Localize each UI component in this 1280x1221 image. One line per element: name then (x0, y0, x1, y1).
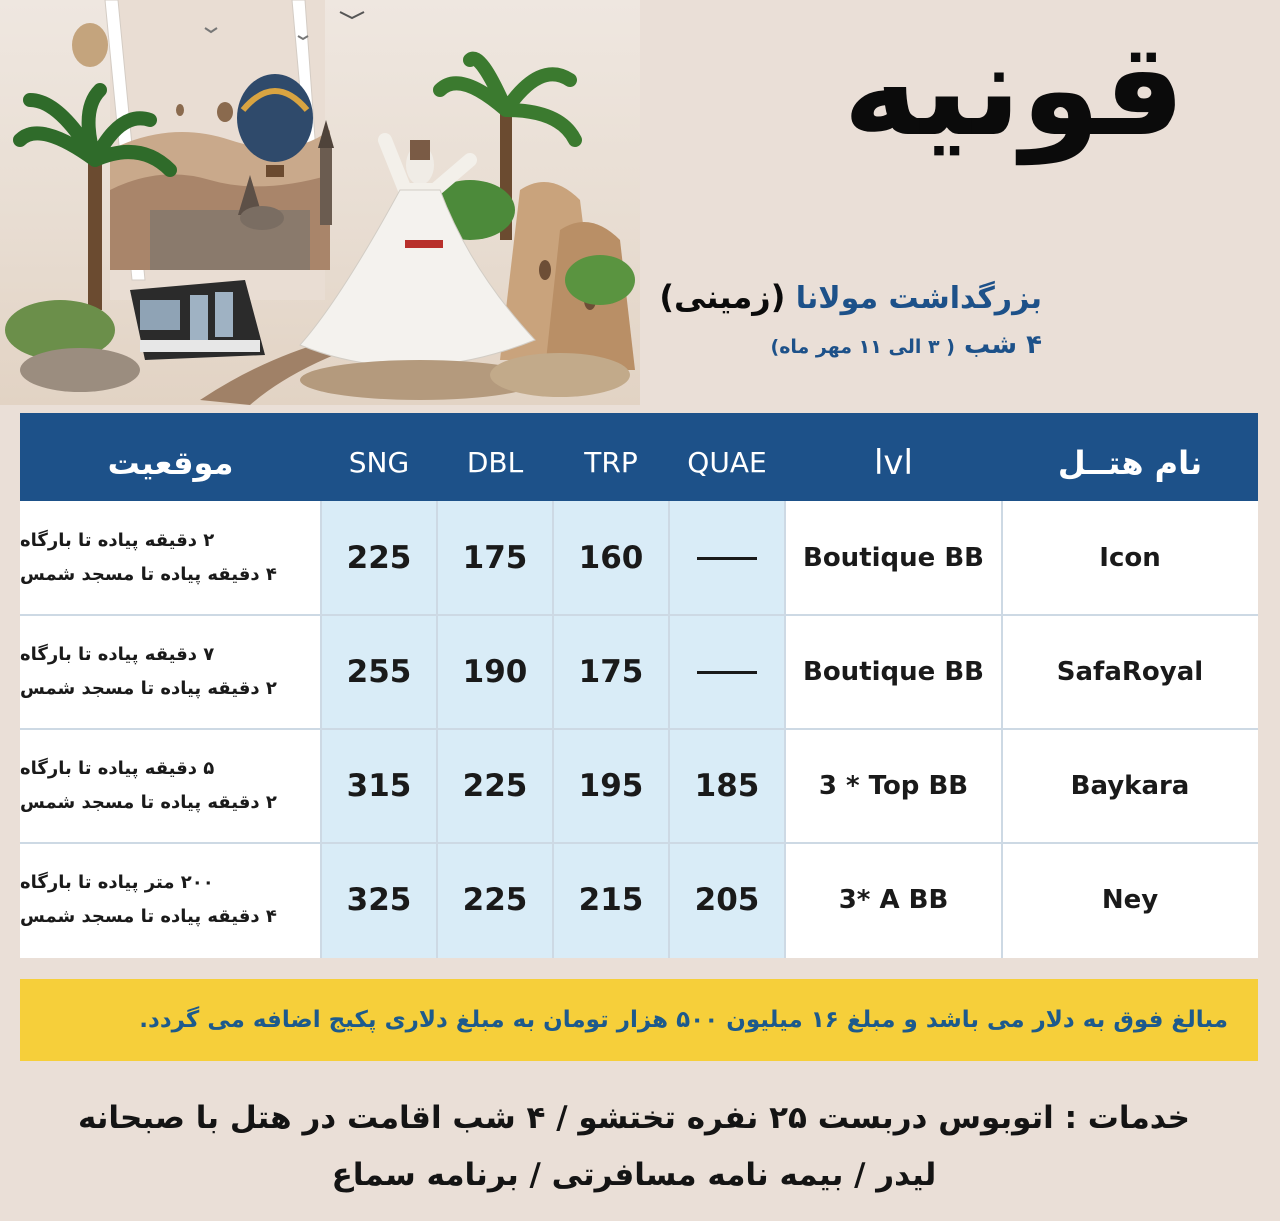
location-line-mosque: ۲ دقیقه پیاده تا مسجد شمس (20, 678, 277, 699)
hotel-level: 3 * Top BB (818, 771, 969, 801)
location-cell (20, 729, 321, 843)
hotel-level: Boutique BB (803, 543, 984, 573)
table-row (20, 729, 1258, 843)
konya-collage-image (0, 0, 640, 405)
price-dbl: 225 (462, 768, 528, 804)
price-sng: 315 (346, 768, 412, 804)
table-row (20, 501, 1258, 615)
location-line-mosque: ۲ دقیقه پیاده تا مسجد شمس (20, 792, 277, 813)
location-line-mosque: ۴ دقیقه پیاده تا مسجد شمس (20, 906, 277, 927)
tour-subtitle (659, 278, 1042, 316)
hotel-name: Baykara (1070, 771, 1190, 801)
column-header-quae: QUAE (687, 446, 767, 479)
row-divider (20, 614, 1258, 616)
table-row (20, 615, 1258, 729)
location-line-shrine: ۵ دقیقه پیاده تا بارگاه (20, 758, 215, 779)
table-body (20, 501, 1258, 958)
dash-icon (697, 557, 757, 560)
location-line-shrine: ۷ دقیقه پیاده تا بارگاه (20, 644, 215, 665)
price-trp: 215 (578, 882, 644, 918)
location-line-shrine: ۲۰۰ متر پیاده تا بارگاه (20, 872, 214, 893)
price-sng: 255 (346, 654, 412, 690)
hotel-name: SafaRoyal (1056, 657, 1204, 687)
subtitle-travel-mode: (زمینی) (659, 278, 786, 316)
location-line-mosque: ۴ دقیقه پیاده تا مسجد شمس (20, 564, 277, 585)
column-header-sng: SNG (348, 446, 410, 479)
page-title: قونیه (843, 16, 1185, 165)
services-section (44, 1090, 1224, 1204)
subtitle-text: بزرگداشت مولانا (795, 281, 1042, 316)
column-header-hotel: نام هتــل (1057, 444, 1203, 482)
row-divider (20, 842, 1258, 844)
table-row (20, 843, 1258, 957)
price-trp: 175 (578, 654, 644, 690)
hotel-name: Icon (1099, 543, 1161, 573)
price-table (20, 413, 1258, 958)
price-sng: 325 (346, 882, 412, 918)
hotel-level: 3* A BB (838, 885, 949, 915)
price-trp: 160 (578, 540, 644, 576)
price-dbl: 190 (462, 654, 528, 690)
price-quae: 205 (694, 882, 760, 918)
services-line-2: لیدر / بیمه نامه مسافرتی / برنامه سماع (331, 1157, 937, 1193)
hotel-name: Ney (1101, 885, 1159, 915)
price-quae: 185 (694, 768, 760, 804)
services-line-1: خدمات : اتوبوس دربست ۲۵ نفره تختشو / ۴ شب اقامت در هتل با صبحانه (77, 1100, 1191, 1136)
price-sng: 225 (346, 540, 412, 576)
column-header-level: lvl (873, 443, 913, 483)
nights-count: ۴ شب (963, 330, 1042, 360)
tour-dates: ( ۳ الی ۱۱ مهر ماه) (770, 336, 955, 358)
location-cell (20, 615, 321, 729)
column-header-location: موقعیت (107, 444, 234, 482)
dash-icon (697, 671, 757, 674)
price-dbl: 225 (462, 882, 528, 918)
tour-duration (771, 330, 1042, 360)
price-dbl: 175 (462, 540, 528, 576)
column-header-dbl: DBL (466, 446, 524, 479)
price-quae (669, 615, 785, 729)
location-line-shrine: ۲ دقیقه پیاده تا بارگاه (20, 530, 215, 551)
location-cell (20, 843, 321, 957)
row-divider (20, 728, 1258, 730)
table-header (20, 413, 1258, 501)
price-quae (669, 501, 785, 615)
hotel-level: Boutique BB (803, 657, 984, 687)
hero-illustration (0, 0, 640, 405)
column-header-trp: TRP (584, 446, 638, 479)
currency-notice: مبالغ فوق به دلار می باشد و مبلغ ۱۶ میلیون ۵۰۰ هزار تومان به مبلغ دلاری پکیج اضافه می گردد. (20, 979, 1258, 1061)
price-trp: 195 (578, 768, 644, 804)
location-cell (20, 501, 321, 615)
